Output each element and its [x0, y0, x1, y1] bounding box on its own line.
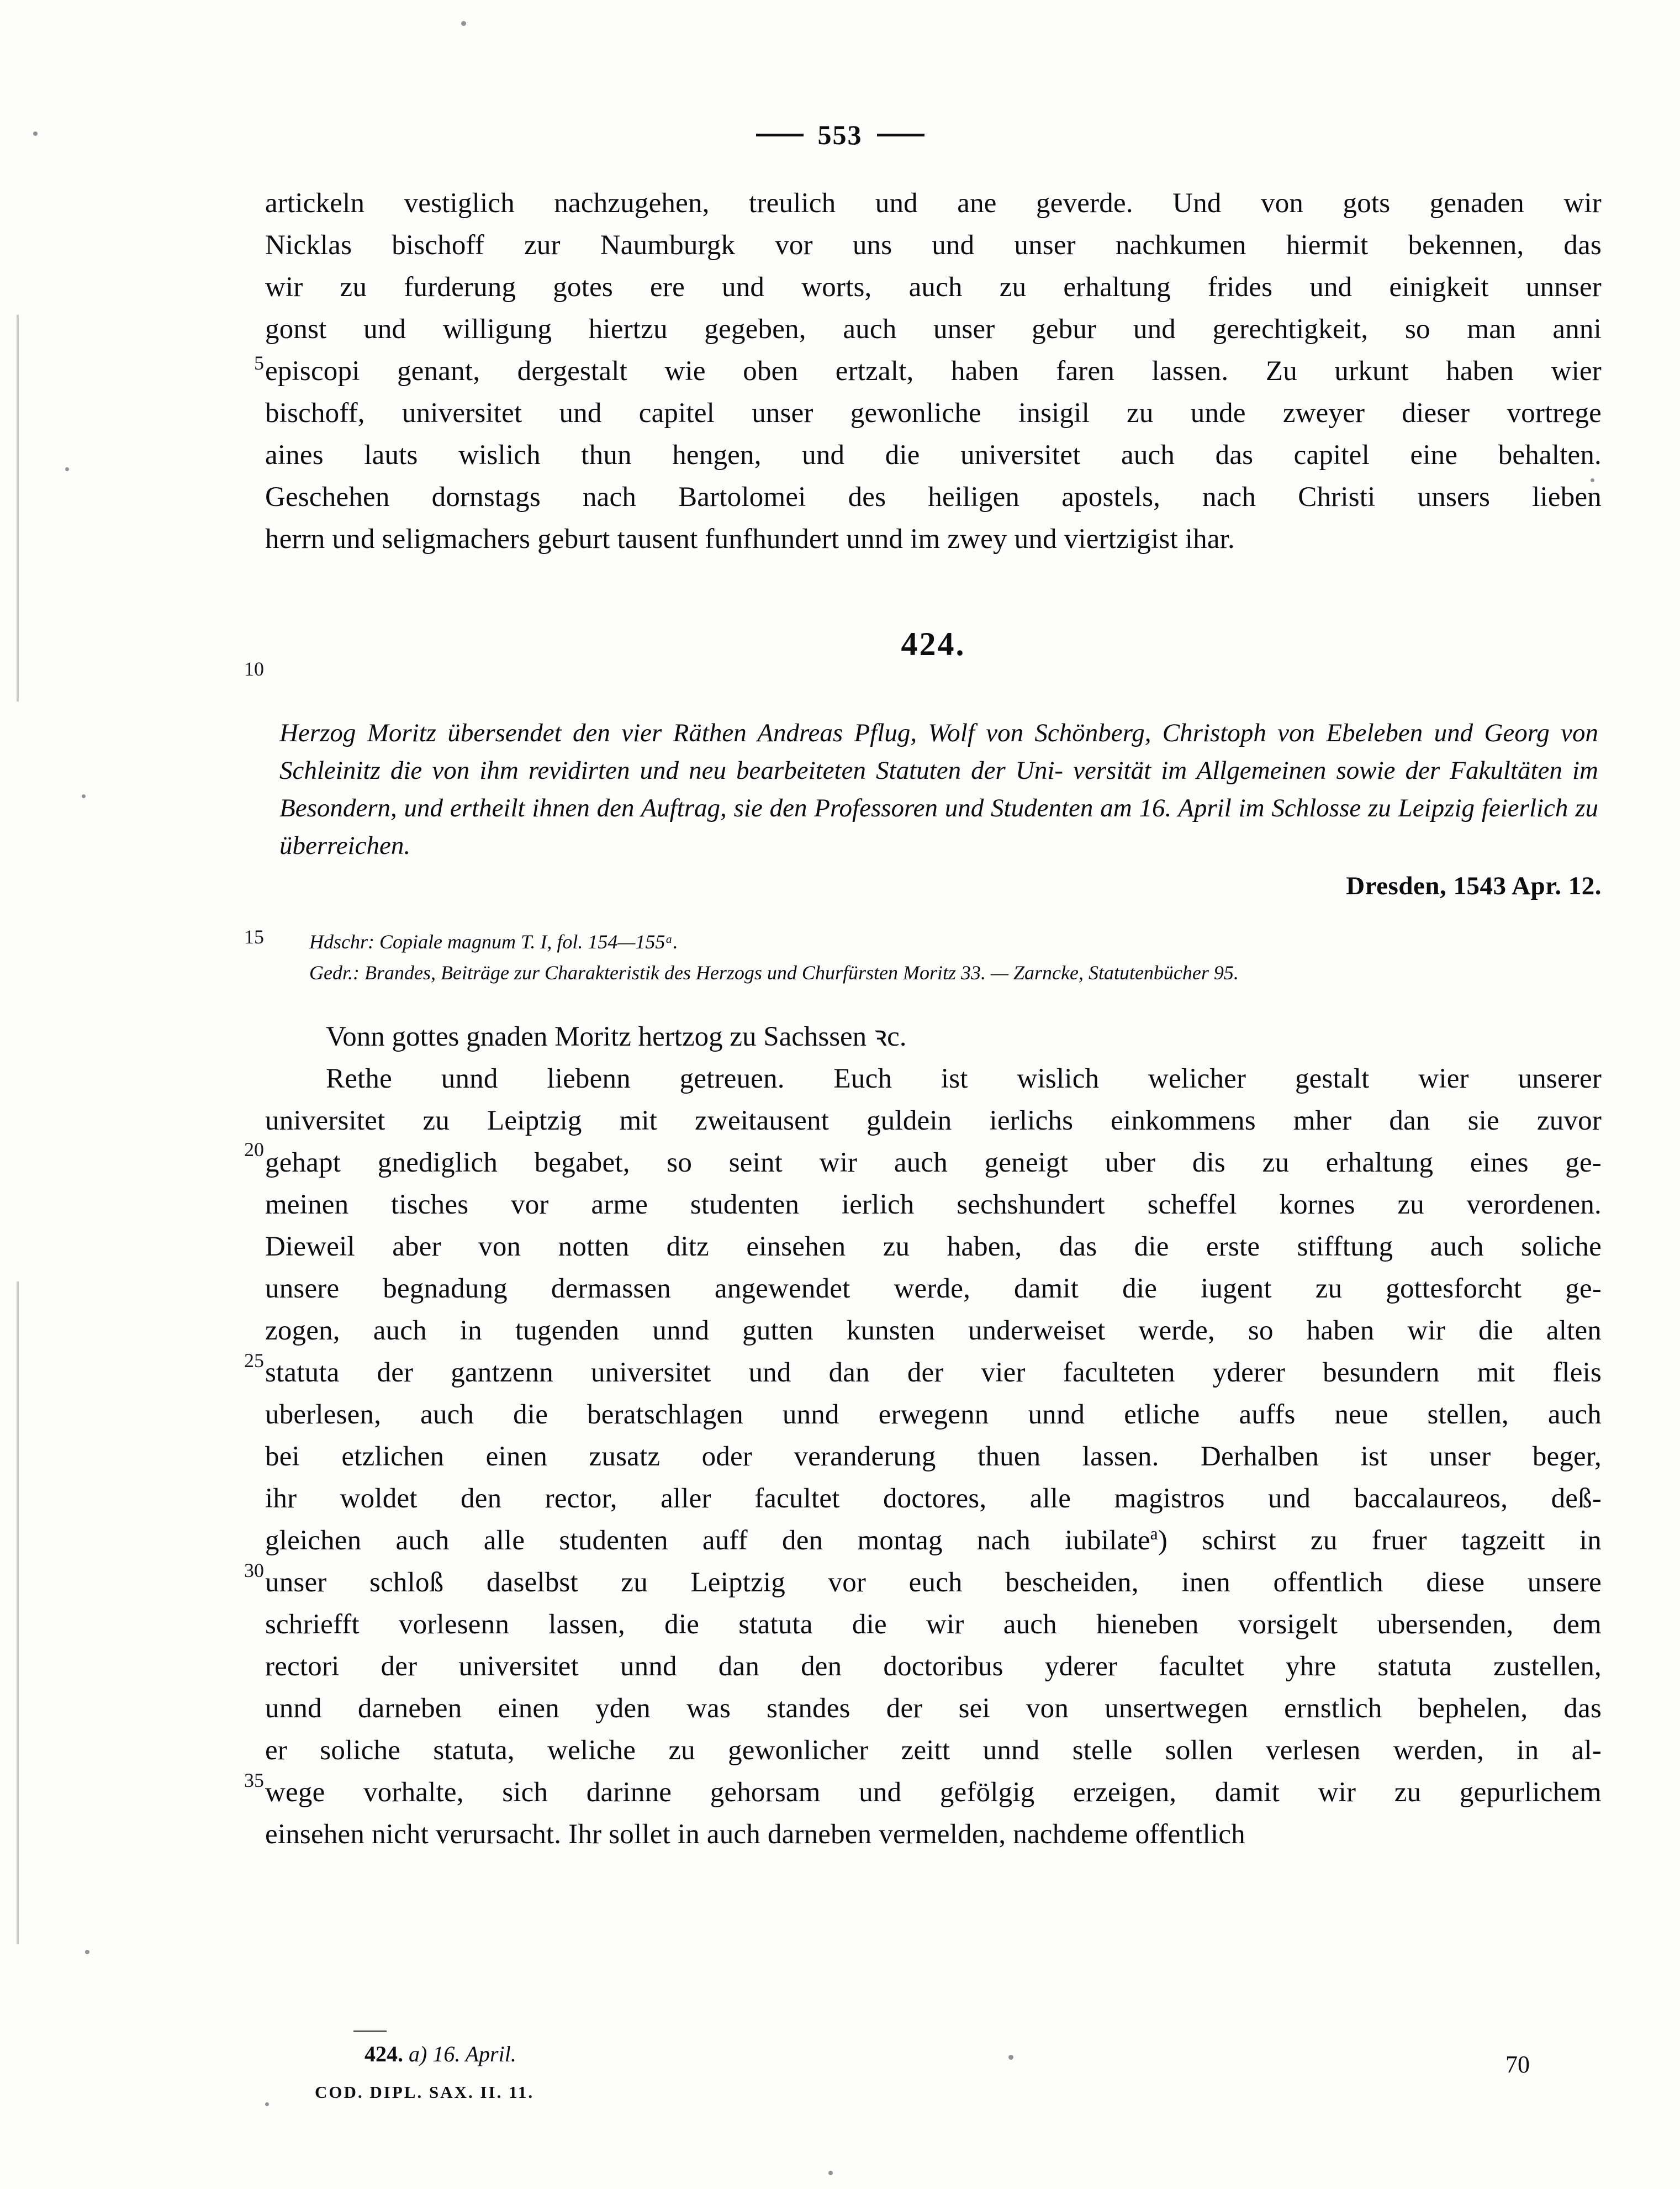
- rule-left-icon: [756, 134, 804, 136]
- text-line: rectori der universitet unnd dan den doctoribus yderer facultet yhre statuta zustellen,: [265, 1651, 1602, 1682]
- manuscript-source: Hdschr: Copiale magnum T. I, fol. 154—155ᵃ.: [309, 931, 678, 953]
- scan-speck: [461, 21, 466, 26]
- scan-edge-mark: [17, 1281, 19, 1944]
- text-line: wir zu furderung gotes ere und worts, auch zu erhaltung frides und einigkeit unnser: [265, 272, 1602, 303]
- text-line: artickeln vestiglich nachzugehen, treulich und ane geverde. Und von gots genaden wir: [265, 188, 1602, 219]
- line-number-35-margin: 35: [244, 1769, 264, 1791]
- scan-speck: [65, 467, 69, 471]
- text-line: Rethe unnd liebenn getreuen. Euch ist wislich welicher gestalt wier unserer: [326, 1063, 1602, 1094]
- line-number-15-margin: 15: [244, 926, 264, 948]
- text-line: universitet zu Leiptzig mit zweitausent guldein ierlichs einkommens mher dan sie zuvor: [265, 1105, 1602, 1136]
- entry-body-paragraph: [265, 1058, 1602, 1855]
- text-frame: [244, 182, 1602, 1855]
- entry-dateline: Dresden, 1543 Apr. 12.: [1346, 872, 1602, 900]
- text-line-tail: ) schirst zu fruer tagzeitt in: [1158, 1525, 1602, 1556]
- scan-speck: [265, 2102, 269, 2106]
- scan-speck: [85, 1950, 89, 1954]
- rule-right-icon: [877, 134, 924, 136]
- printed-source: Gedr.: Brandes, Beiträge zur Charakteristik des Herzogs und Churfürsten Moritz 33. — Zarncke, Statutenbücher 95.: [309, 962, 1239, 984]
- text-line: schriefft vorlesenn lassen, die statuta die wir auch hieneben vorsigelt ubersenden, dem: [265, 1609, 1602, 1640]
- imprint-line: COD. DIPL. SAX. II. 11.: [315, 2082, 535, 2102]
- source-citations: [309, 926, 1602, 988]
- page-number: 553: [817, 119, 863, 150]
- text-line: einsehen nicht verursacht. Ihr sollet in auch darneben vermelden, nachdeme offentlich: [265, 1819, 1245, 1850]
- text-line: unnd darneben einen yden was standes der sei von unsertwegen ernstlich bephelen, das: [265, 1693, 1602, 1724]
- footnote-marker: a: [1150, 1524, 1158, 1543]
- line-number-5-margin: 5: [254, 352, 264, 374]
- footnote-entry-ref: 424.: [364, 2042, 403, 2066]
- entry-body: [265, 1016, 1602, 1855]
- text-line: gehapt gnediglich begabet, so seint wir auch geneigt uber dis zu erhaltung eines ge-: [265, 1147, 1602, 1178]
- text-line-segment: gleichen auch alle studenten auff den montag nach iubilate: [265, 1525, 1150, 1556]
- text-line: zogen, auch in tugenden unnd gutten kunsten underweiset werde, so haben wir die alten: [265, 1315, 1602, 1346]
- entry-number-heading: 424.: [901, 626, 966, 662]
- scan-speck: [1008, 2055, 1013, 2060]
- sheet-signature: 70: [1505, 2051, 1530, 2078]
- line-number-25-margin: 25: [244, 1349, 264, 1372]
- text-line: aines lauts wislich thun hengen, und die universitet auch das capitel eine behalten.: [265, 440, 1602, 471]
- text-line: ihr woldet den rector, aller facultet doctores, alle magistros und baccalaureos, deß-: [265, 1483, 1602, 1514]
- text-line: bischoff, universitet und capitel unser gewonliche insigil zu unde zweyer dieser vortrege: [265, 398, 1602, 429]
- text-line: gonst und willigung hiertzu gegeben, auch unser gebur und gerechtigkeit, so man anni: [265, 314, 1602, 345]
- text-line: unser schloß daselbst zu Leiptzig vor euch bescheiden, inen offentlich diese unsere: [265, 1567, 1602, 1598]
- scan-speck: [828, 2171, 833, 2175]
- regest-line: Herzog Moritz übersendet den vier Räthen Andreas Pflug, Wolf von Schönberg, Christoph von: [279, 719, 1316, 747]
- text-line: er soliche statuta, weliche zu gewonlicher zeitt unnd stelle sollen verlesen werden, in al-: [265, 1735, 1602, 1766]
- text-line: Nicklas bischoff zur Naumburgk vor uns und unser nachkumen hiermit bekennen, das: [265, 230, 1602, 261]
- line-number-20-margin: 20: [244, 1138, 264, 1161]
- regest-line: Ebeleben und Georg von Schleinitz die von ihm revidirten und neu bearbeiteten Statuten der Uni-: [279, 719, 1599, 785]
- text-line: meinen tisches vor arme studenten ierlich sechshundert scheffel kornes zu verordenen.: [265, 1189, 1602, 1220]
- text-line: statuta der gantzenn universitet und dan der vier faculteten yderer besundern mit fleis: [265, 1357, 1602, 1388]
- regest-line: versität im Allgemeinen sowie der Fakultäten im Besondern, und ertheilt ihnen den Auftrag, sie den: [279, 756, 1599, 822]
- text-line: uberlesen, auch die beratschlagen unnd erwegenn unnd etliche auffs neue stellen, auch: [265, 1399, 1602, 1430]
- text-line: Geschehen dornstags nach Bartolomei des heiligen apostels, nach Christi unsers lieben: [265, 482, 1602, 513]
- line-number-30-margin: 30: [244, 1559, 264, 1581]
- text-line: episcopi genant, dergestalt wie oben ertzalt, haben faren lassen. Zu urkunt haben wier: [265, 356, 1602, 387]
- text-line: Dieweil aber von notten ditz einsehen zu haben, das die erste stifftung auch soliche: [265, 1231, 1602, 1262]
- regest-line: Professoren und Studenten am 16. April im Schlosse zu Leipzig feierlich zu überreichen.: [279, 794, 1599, 860]
- line-number-10-margin: 10: [244, 658, 264, 680]
- text-line: unsere begnadung dermassen angewendet werde, damit die iugent zu gottesforcht ge-: [265, 1273, 1602, 1304]
- running-head: [0, 119, 1680, 151]
- scan-speck: [82, 794, 86, 798]
- scan-edge-mark: [17, 315, 19, 701]
- continued-entry-paragraph: [265, 182, 1602, 560]
- text-line: bei etzlichen einen zusatz oder veranderung thuen lassen. Derhalben ist unser beger,: [265, 1441, 1602, 1472]
- text-line: herrn und seligmachers geburt tausent funfhundert unnd im zwey und viertzigist ihar.: [265, 524, 1235, 555]
- footnote-block: [364, 2041, 516, 2067]
- footnote-separator: [353, 2030, 387, 2032]
- text-line: wege vorhalte, sich darinne gehorsam und gefölgig erzeigen, damit wir zu gepurlichem: [265, 1777, 1602, 1808]
- footnote-text: a) 16. April.: [409, 2042, 516, 2066]
- entry-regest: [279, 714, 1598, 864]
- intitulatio-line: Vonn gottes gnaden Moritz hertzog zu Sachssen ꝛc.: [326, 1021, 907, 1052]
- text-line-with-footnote: [265, 1520, 1602, 1562]
